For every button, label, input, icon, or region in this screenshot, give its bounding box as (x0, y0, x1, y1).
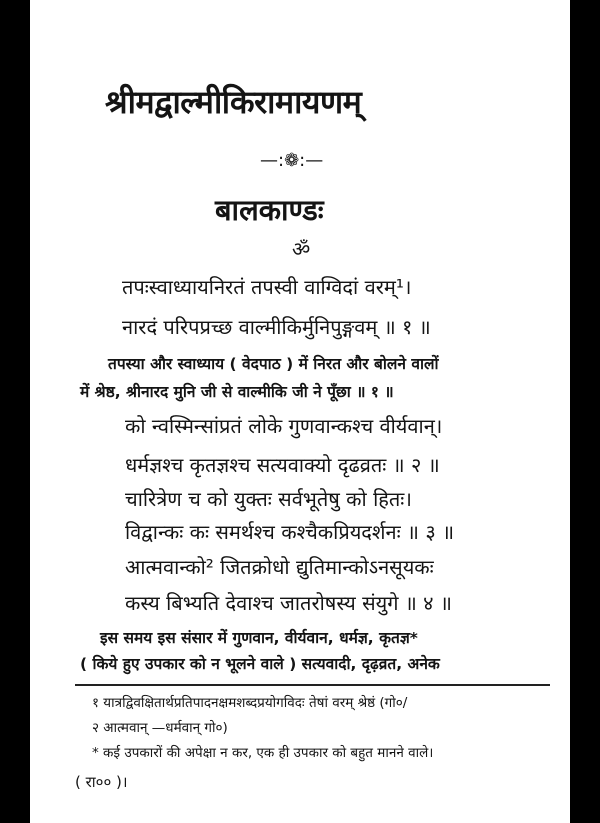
scan-border-right (570, 0, 600, 823)
footnote: * कई उपकारों की अपेक्षा न कर, एक ही उपकार को बहुत मानने वाले। (92, 745, 434, 761)
verse-line: चारित्रेण च को युक्तः सर्वभूतेषु को हितः। (125, 487, 412, 511)
translation-line: में श्रेष्ठ, श्रीनारद मुनि जी से वाल्मीकि जी ने पूँछा ॥ १ ॥ (80, 383, 394, 401)
verse-line: विद्वान्कः कः समर्थश्च कश्चैकप्रियदर्शनः ॥ ३ ॥ (125, 520, 455, 544)
verse-line: तपःस्वाध्यायनिरतं तपस्वी वाग्विदां वरम्¹। (122, 275, 412, 299)
footnote: २ आत्मवान् —धर्मवान् गो०) (92, 720, 228, 736)
ornament-divider: —:❁:— (260, 150, 324, 171)
chapter-title: बालकाण्डः (215, 193, 324, 227)
scan-border-left (0, 0, 30, 823)
om-symbol: ॐ (292, 237, 311, 261)
translation-line: ( किये हुए उपकार को न भूलने वाले ) सत्यवादी, दृढ़व्रत, अनेक (80, 655, 440, 673)
footnote: १ यात्रद्विवक्षितार्थप्रतिपादनक्षमशब्दप्रयोगविदः तेषां वरम् श्रेष्ठं (गो०/ (92, 695, 408, 711)
verse-line: नारदं परिपप्रच्छ वाल्मीकिर्मुनिपुङ्गवम् ॥ १ ॥ (122, 315, 431, 339)
page-title: श्रीमद्वाल्मीकिरामायणम् (105, 83, 362, 121)
verse-line: आत्मवान्को² जितक्रोधो द्युतिमान्कोऽनसूयकः (125, 555, 434, 579)
page-mark: ( रा०० )। (75, 773, 128, 791)
footnote-divider (75, 684, 550, 686)
verse-line: कस्य बिभ्यति देवाश्च जातरोषस्य संयुगे ॥ ४ ॥ (125, 591, 452, 615)
verse-line: धर्मज्ञश्च कृतज्ञश्च सत्यवाक्यो दृढव्रतः ॥ २ ॥ (125, 453, 440, 477)
translation-line: तपस्या और स्वाध्याय ( वेदपाठ ) में निरत और बोलने वालों (108, 355, 439, 373)
verse-line: को न्वस्मिन्सांप्रतं लोके गुणवान्कश्च वीर्यवान्। (125, 414, 443, 438)
translation-line: इस समय इस संसार में गुणवान, वीर्यवान, धर्मज्ञ, कृतज्ञ* (100, 629, 418, 647)
